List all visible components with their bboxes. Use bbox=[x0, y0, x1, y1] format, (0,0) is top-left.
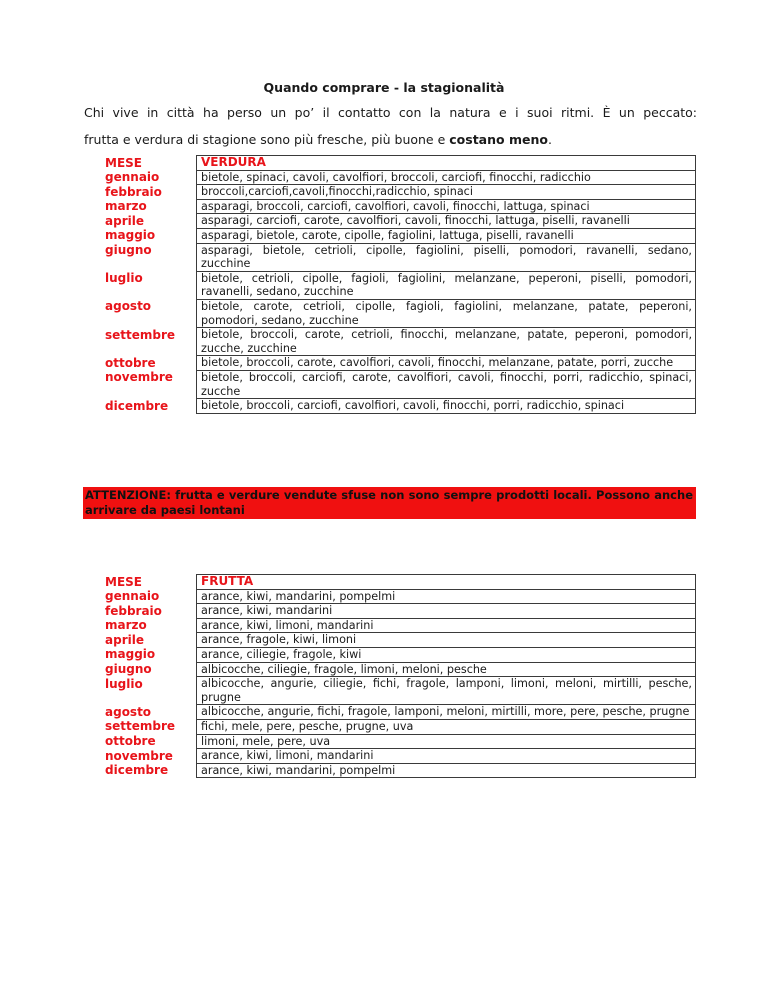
table-row bbox=[83, 199, 696, 214]
items-cell: bietole, broccoli, carciofi, carote, cavolfiori, cavoli, finocchi, porri, radicchio, spinaci, zucche bbox=[197, 370, 696, 398]
items-cell: arance, fragole, kiwi, limoni bbox=[197, 633, 696, 648]
table-row bbox=[83, 719, 696, 734]
month-cell: dicembre bbox=[105, 763, 169, 778]
vegetables-table bbox=[83, 155, 696, 414]
month-cell: febbraio bbox=[105, 603, 162, 618]
table-header-row bbox=[83, 156, 696, 171]
fruits-header: FRUTTA bbox=[197, 575, 696, 590]
items-cell: albicocche, ciliegie, fragole, limoni, meloni, pesche bbox=[197, 662, 696, 677]
warning-banner: ATTENZIONE: frutta e verdure vendute sfuse non sono sempre prodotti locali. Possono anche arrivare da paesi lontani bbox=[83, 487, 696, 519]
month-cell: settembre bbox=[105, 327, 176, 342]
items-cell: arance, kiwi, limoni, mandarini bbox=[197, 749, 696, 764]
month-cell: giugno bbox=[105, 243, 152, 258]
items-cell: fichi, mele, pere, pesche, prugne, uva bbox=[197, 719, 696, 734]
items-cell: bietole, carote, cetrioli, cipolle, fagioli, fagiolini, melanzane, patate, peperoni, pomodori, sedano, zucchine bbox=[197, 299, 696, 327]
items-cell: asparagi, carciofi, carote, cavolfiori, cavoli, finocchi, lattuga, piselli, ravanelli bbox=[197, 214, 696, 229]
items-cell: asparagi, bietole, cetrioli, cipolle, fagiolini, piselli, pomodori, ravanelli, sedano, zucchine bbox=[197, 243, 696, 271]
month-cell: maggio bbox=[105, 228, 156, 243]
month-cell: aprile bbox=[105, 632, 144, 647]
table-row bbox=[83, 399, 696, 414]
table-row bbox=[83, 228, 696, 243]
items-cell: arance, kiwi, limoni, mandarini bbox=[197, 618, 696, 633]
table-row bbox=[83, 170, 696, 185]
month-cell: maggio bbox=[105, 647, 156, 662]
table-row bbox=[83, 299, 696, 327]
items-cell: albicocche, angurie, ciliegie, fichi, fragole, lamponi, limoni, meloni, mirtilli, pesche, prugne bbox=[197, 677, 696, 705]
items-cell: albicocche, angurie, fichi, fragole, lamponi, meloni, mirtilli, more, pere, pesche, prugne bbox=[197, 705, 696, 720]
page-title: Quando comprare - la stagionalità bbox=[263, 80, 505, 95]
vegetables-header: VERDURA bbox=[197, 156, 696, 171]
month-cell: novembre bbox=[105, 748, 173, 763]
month-header: MESE bbox=[105, 155, 142, 170]
items-cell: bietole, broccoli, carote, cetrioli, finocchi, melanzane, patate, peperoni, pomodori, zucche, zucchine bbox=[197, 328, 696, 356]
table-row bbox=[83, 749, 696, 764]
table-row bbox=[83, 647, 696, 662]
intro-line-2 bbox=[84, 132, 697, 148]
month-cell: novembre bbox=[105, 370, 173, 385]
table-row bbox=[83, 243, 696, 271]
month-header: MESE bbox=[105, 574, 142, 589]
table-row bbox=[83, 633, 696, 648]
table-row bbox=[83, 705, 696, 720]
table-row bbox=[83, 604, 696, 619]
month-cell: luglio bbox=[105, 271, 143, 286]
table-header-row bbox=[83, 575, 696, 590]
table-row bbox=[83, 589, 696, 604]
table-row bbox=[83, 214, 696, 229]
table-row bbox=[83, 370, 696, 398]
items-cell: arance, kiwi, mandarini, pompelmi bbox=[197, 763, 696, 778]
items-cell: asparagi, bietole, carote, cipolle, fagiolini, lattuga, piselli, ravanelli bbox=[197, 228, 696, 243]
intro-line-1: Chi vive in città ha perso un po’ il contatto con la natura e i suoi ritmi. È un peccato: bbox=[84, 105, 697, 120]
month-cell: gennaio bbox=[105, 589, 160, 604]
items-cell: bietole, broccoli, carciofi, cavolfiori, cavoli, finocchi, porri, radicchio, spinaci bbox=[197, 399, 696, 414]
month-cell: giugno bbox=[105, 662, 152, 677]
month-cell: dicembre bbox=[105, 398, 169, 413]
items-cell: arance, kiwi, mandarini bbox=[197, 604, 696, 619]
month-cell: settembre bbox=[105, 719, 176, 734]
items-cell: bietole, broccoli, carote, cavolfiori, cavoli, finocchi, melanzane, patate, porri, zucche bbox=[197, 356, 696, 371]
table-row bbox=[83, 271, 696, 299]
month-cell: febbraio bbox=[105, 184, 162, 199]
items-cell: limoni, mele, pere, uva bbox=[197, 734, 696, 749]
table-row bbox=[83, 618, 696, 633]
items-cell: asparagi, broccoli, carciofi, cavolfiori, cavoli, finocchi, lattuga, spinaci bbox=[197, 199, 696, 214]
table-row bbox=[83, 356, 696, 371]
intro-emphasis: costano meno bbox=[449, 132, 548, 147]
month-cell: luglio bbox=[105, 676, 143, 691]
items-cell: bietole, spinaci, cavoli, cavolfiori, broccoli, carciofi, finocchi, radicchio bbox=[197, 170, 696, 185]
month-cell: aprile bbox=[105, 213, 144, 228]
month-cell: ottobre bbox=[105, 355, 156, 370]
table-row bbox=[83, 677, 696, 705]
items-cell: broccoli,carciofi,cavoli,finocchi,radicchio, spinaci bbox=[197, 185, 696, 200]
table-row bbox=[83, 328, 696, 356]
month-cell: marzo bbox=[105, 618, 147, 633]
table-row bbox=[83, 763, 696, 778]
month-cell: marzo bbox=[105, 199, 147, 214]
month-cell: gennaio bbox=[105, 170, 160, 185]
month-cell: agosto bbox=[105, 299, 152, 314]
intro-line-2-text: frutta e verdura di stagione sono più fresche, più buone e bbox=[84, 132, 450, 147]
table-row bbox=[83, 185, 696, 200]
items-cell: arance, ciliegie, fragole, kiwi bbox=[197, 647, 696, 662]
month-cell: ottobre bbox=[105, 734, 156, 749]
items-cell: bietole, cetrioli, cipolle, fagioli, fagiolini, melanzane, peperoni, piselli, pomodori, ravanelli, sedano, zucchine bbox=[197, 271, 696, 299]
month-cell: agosto bbox=[105, 704, 152, 719]
table-row bbox=[83, 662, 696, 677]
fruits-table bbox=[83, 574, 696, 778]
table-row bbox=[83, 734, 696, 749]
intro-line-2-end: . bbox=[547, 132, 552, 147]
items-cell: arance, kiwi, mandarini, pompelmi bbox=[197, 589, 696, 604]
